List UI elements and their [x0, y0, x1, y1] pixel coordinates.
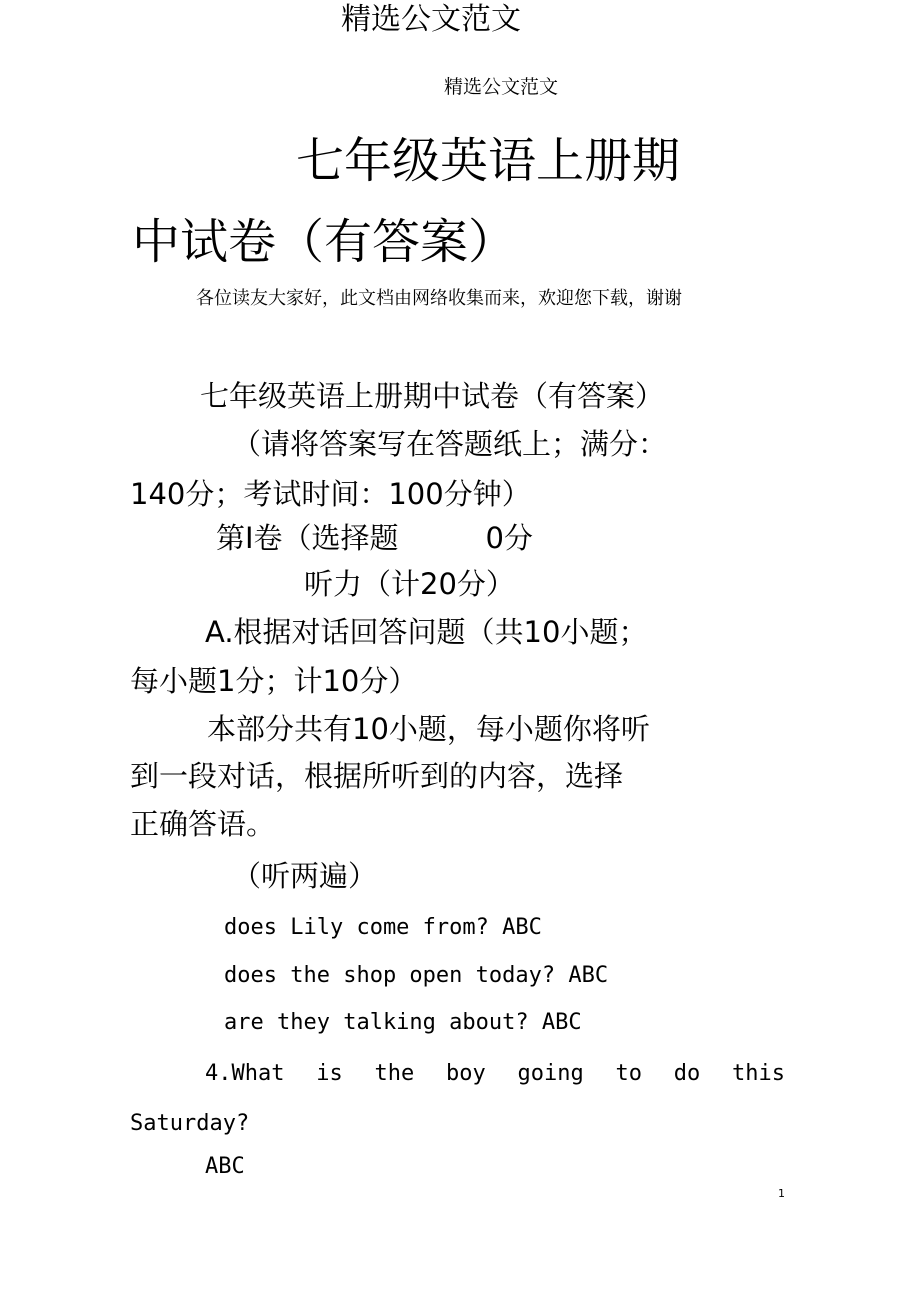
instruction-line-4: （听两遍） — [232, 859, 378, 893]
exam-note-line-2: 140分；考试时间：100分钟） — [130, 477, 531, 511]
question-4-word: to — [615, 1061, 642, 1086]
question-4-options: ABC — [205, 1154, 245, 1179]
section-heading-volume-1: 第Ⅰ卷（选择题 0分 — [216, 521, 534, 555]
question-3: are they talking about? ABC — [224, 1010, 582, 1035]
instruction-line-1: 本部分共有10小题，每小题你将听 — [207, 712, 650, 746]
part-a-heading-line-1: A.根据对话回答问题（共10小题； — [205, 615, 648, 649]
question-4-line-1 — [205, 1063, 785, 1085]
question-4-word: boy — [445, 1061, 486, 1086]
question-1: does Lily come from? ABC — [224, 915, 542, 940]
part-a-heading-line-2: 每小题1分；计10分） — [130, 664, 418, 698]
question-2: does the shop open today? ABC — [224, 963, 609, 988]
question-4-word: do — [673, 1061, 701, 1086]
question-4-line-2: Saturday? — [130, 1111, 250, 1136]
exam-subtitle: 七年级英语上册期中试卷（有答案） — [200, 379, 665, 413]
question-4-word: is — [316, 1061, 343, 1086]
section-heading-listening: 听力（计20分） — [304, 567, 515, 601]
question-4-word: 4.What — [205, 1061, 285, 1086]
greeting-text: 各位读友大家好，此文档由网络收集而来，欢迎您下载，谢谢 — [196, 288, 682, 309]
page-header-subtitle: 精选公文范文 — [444, 76, 559, 98]
document-title-line-1: 七年级英语上册期 — [296, 133, 681, 189]
exam-note-line-1: （请将答案写在答题纸上；满分： — [232, 427, 668, 461]
document-title-line-2: 中试卷（有答案） — [132, 214, 517, 270]
instruction-line-2: 到一段对话，根据所听到的内容，选择 — [130, 759, 624, 793]
question-4-word: this — [731, 1061, 785, 1086]
question-4-word: the — [374, 1061, 415, 1086]
question-4-word: going — [517, 1061, 584, 1086]
page-header-title: 精选公文范文 — [341, 2, 521, 37]
page-number: 1 — [778, 1187, 785, 1200]
instruction-line-3: 正确答语。 — [130, 807, 276, 841]
